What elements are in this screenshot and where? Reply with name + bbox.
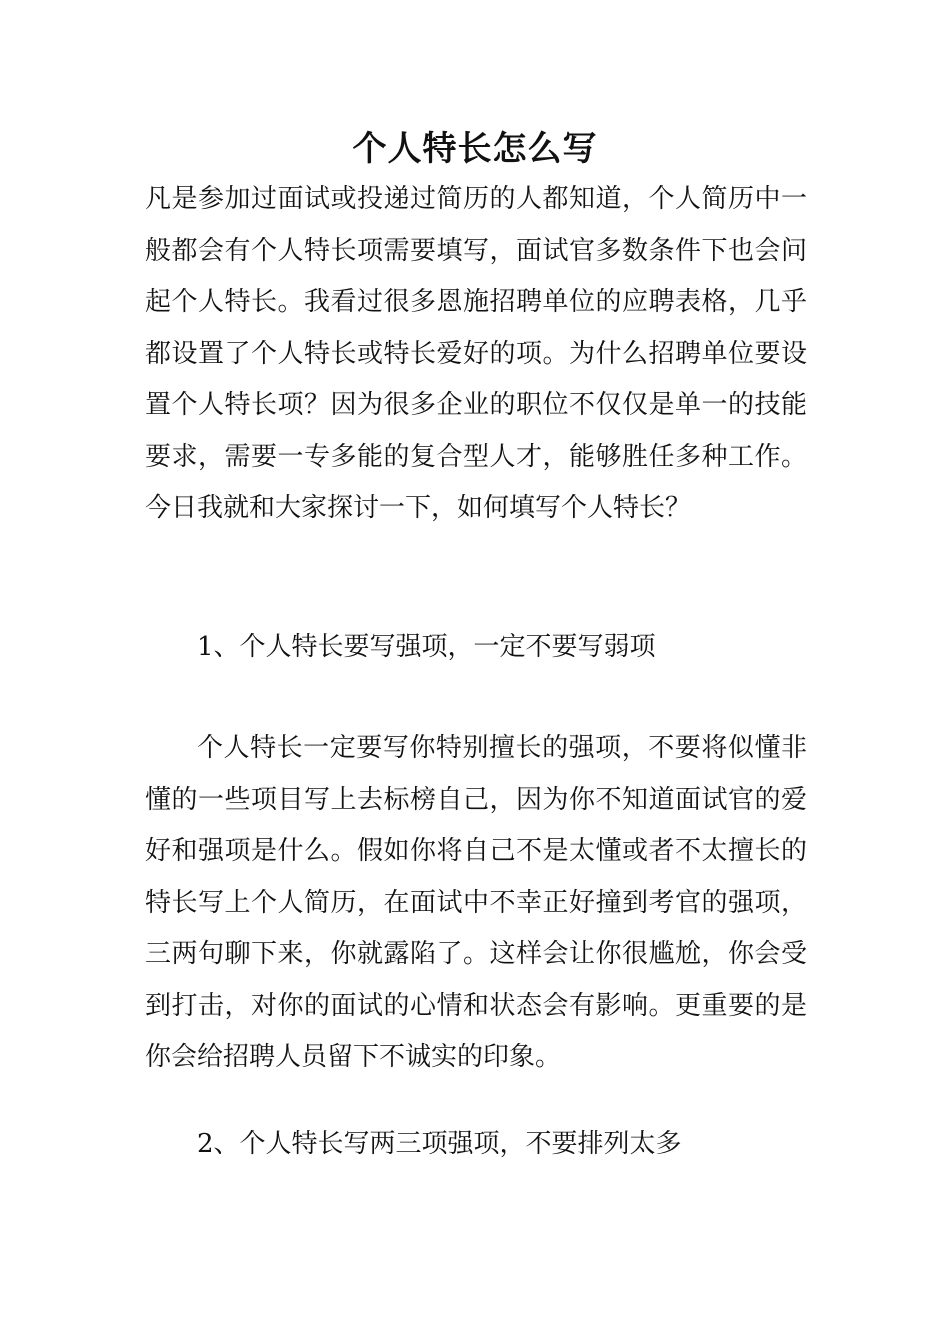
document-title: 个人特长怎么写 [352, 129, 598, 169]
intro-paragraph: 凡是参加过面试或投递过简历的人都知道，个人简历中一般都会有个人特长项需要填写，面试官多数条件下也会问起个人特长。我看过很多恩施招聘单位的应聘表格，几乎都设置了个人特长或特长爱好的项。为什么招聘单位要设置个人特长项？因为很多企业的职位不仅仅是单一的技能要求，需要一专多能的复合型人才，能够胜任多种工作。今日我就和大家探讨一下，如何填写个人特长？ [145, 184, 807, 523]
section-2-heading: 2、个人特长写两三项强项，不要排列太多 [197, 1129, 682, 1159]
section-1-paragraph: 个人特长一定要写你特别擅长的强项，不要将似懂非懂的一些项目写上去标榜自己，因为你不知道面试官的爱好和强项是什么。假如你将自己不是太懂或者不太擅长的特长写上个人简历，在面试中不幸正好撞到考官的强项，三两句聊下来，你就露陷了。这样会让你很尴尬，你会受到打击，对你的面试的心情和状态会有影响。更重要的是你会给招聘人员留下不诚实的印象。 [145, 733, 807, 1072]
section-1-heading: 1、个人特长要写强项，一定不要写弱项 [197, 632, 656, 662]
